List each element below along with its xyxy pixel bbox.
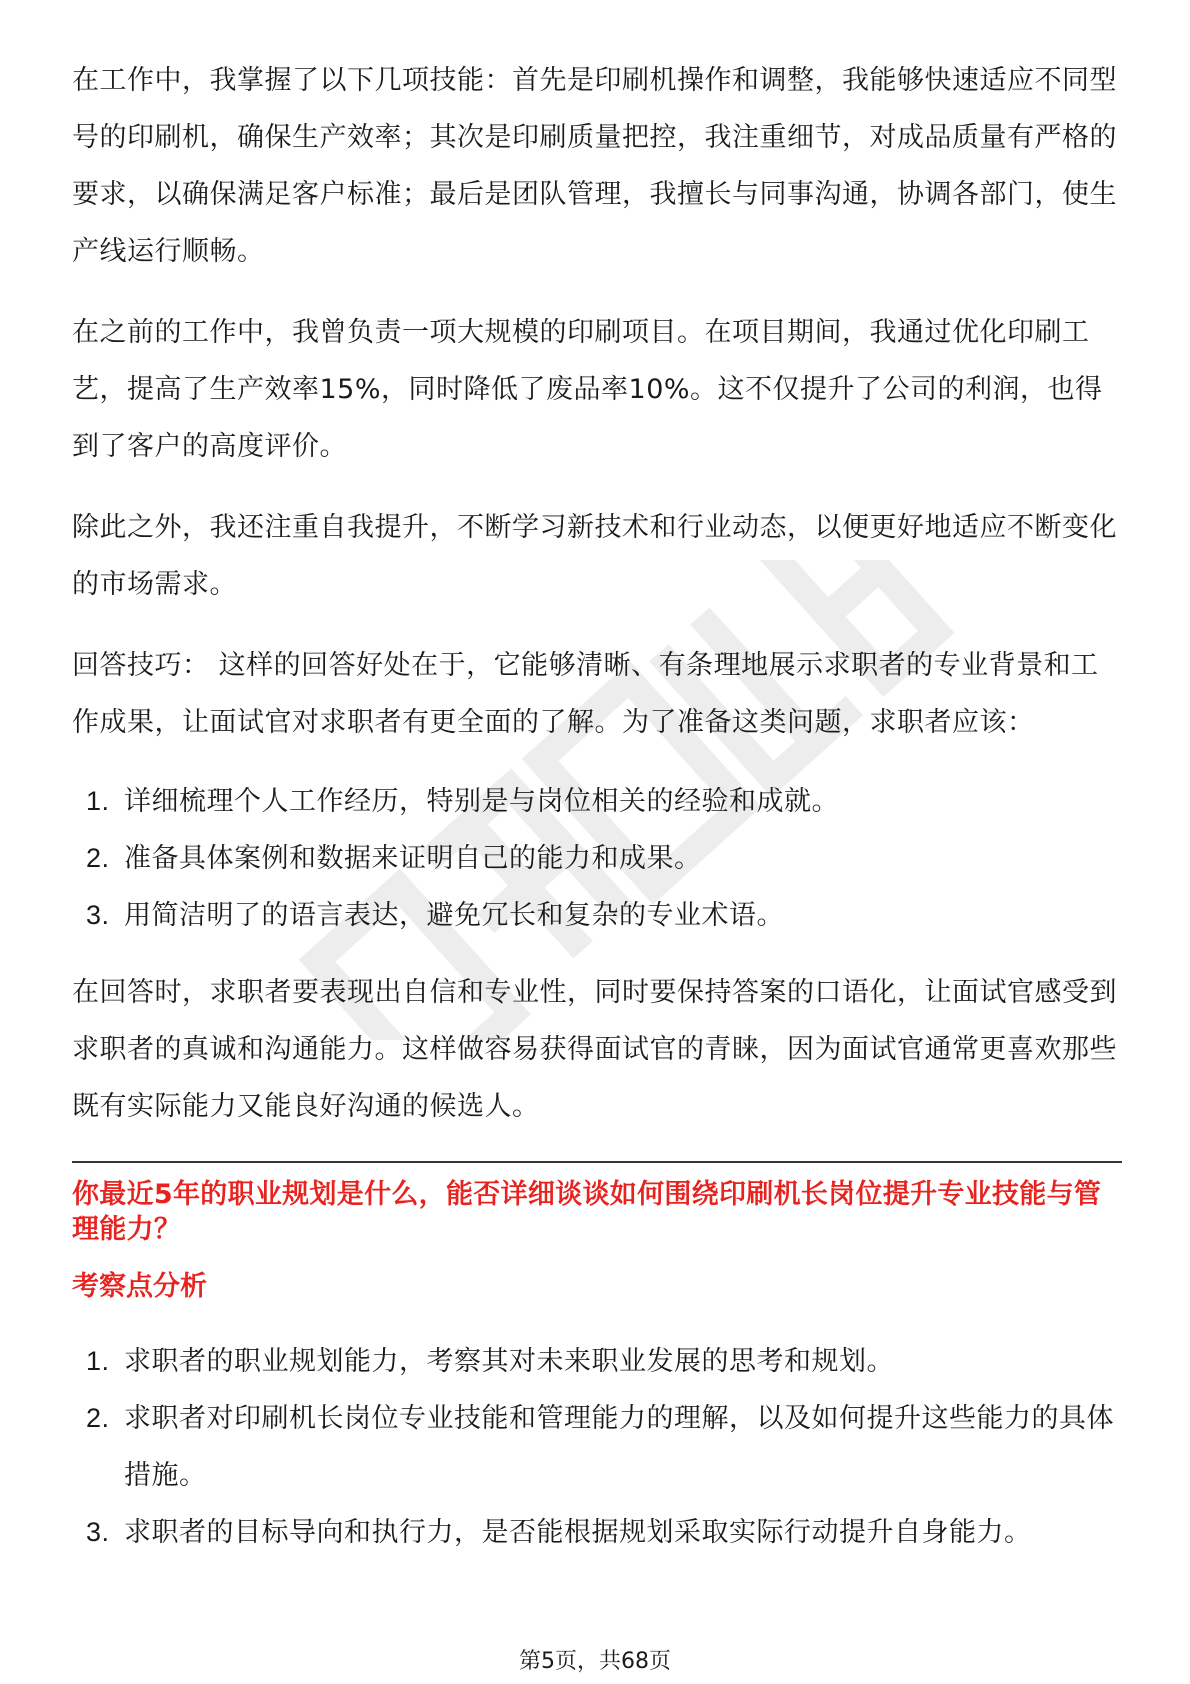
- analysis-list: [72, 1333, 1122, 1561]
- list-item-text: 详细梳理个人工作经历，特别是与岗位相关的经验和成就。: [124, 786, 839, 817]
- page-footer: 第5页，共68页: [519, 1649, 671, 1674]
- paragraph-skills: 在工作中，我掌握了以下几项技能：首先是印刷机操作和调整，我能够快速适应不同型号的印刷机，确保生产效率；其次是印刷质量把控，我注重细节，对成品质量有严格的要求，以确保满足客户标准；最后是团队管理，我擅长与同事沟通，协调各部门，使生产线运行顺畅。: [72, 65, 1117, 267]
- list-item: [72, 887, 1122, 944]
- list-number: 3.: [86, 900, 110, 930]
- list-item-text: 求职者的职业规划能力，考察其对未来职业发展的思考和规划。: [124, 1346, 894, 1377]
- list-item: [72, 830, 1122, 887]
- list-item: [72, 1504, 1122, 1561]
- list-item-text: 用简洁明了的语言表达，避免冗长和复杂的专业术语。: [124, 900, 784, 931]
- list-item: [72, 1390, 1122, 1504]
- list-number: 1.: [86, 786, 110, 816]
- section-divider: [72, 1161, 1122, 1163]
- paragraph-answer-tips: 回答技巧： 这样的回答好处在于，它能够清晰、有条理地展示求职者的专业背景和工作成果，让面试官对求职者有更全面的了解。为了准备这类问题，求职者应该：: [72, 650, 1099, 738]
- list-item-text: 求职者的目标导向和执行力，是否能根据规划采取实际行动提升自身能力。: [124, 1517, 1032, 1548]
- question-heading: 你最近5年的职业规划是什么，能否详细谈谈如何围绕印刷机长岗位提升专业技能与管理能力？: [72, 1179, 1102, 1245]
- list-item: [72, 1333, 1122, 1390]
- list-number: 2.: [86, 1403, 110, 1433]
- paragraph-self-improvement: 除此之外，我还注重自我提升，不断学习新技术和行业动态，以便更好地适应不断变化的市场需求。: [72, 512, 1117, 600]
- list-number: 2.: [86, 843, 110, 873]
- list-number: 3.: [86, 1517, 110, 1547]
- list-item-text: 准备具体案例和数据来证明自己的能力和成果。: [124, 843, 702, 874]
- analysis-heading: 考察点分析: [72, 1271, 207, 1302]
- list-number: 1.: [86, 1346, 110, 1376]
- list-item: [72, 773, 1122, 830]
- paragraph-closing: 在回答时，求职者要表现出自信和专业性，同时要保持答案的口语化，让面试官感受到求职者的真诚和沟通能力。这样做容易获得面试官的青睐，因为面试官通常更喜欢那些既有实际能力又能良好沟通的候选人。: [72, 977, 1117, 1122]
- tips-list: [72, 773, 1122, 944]
- list-item-text: 求职者对印刷机长岗位专业技能和管理能力的理解，以及如何提升这些能力的具体措施。: [124, 1403, 1114, 1491]
- paragraph-project: 在之前的工作中，我曾负责一项大规模的印刷项目。在项目期间，我通过优化印刷工艺，提高了生产效率15%，同时降低了废品率10%。这不仅提升了公司的利润，也得到了客户的高度评价。: [72, 317, 1103, 462]
- main-content: [72, 52, 1122, 1581]
